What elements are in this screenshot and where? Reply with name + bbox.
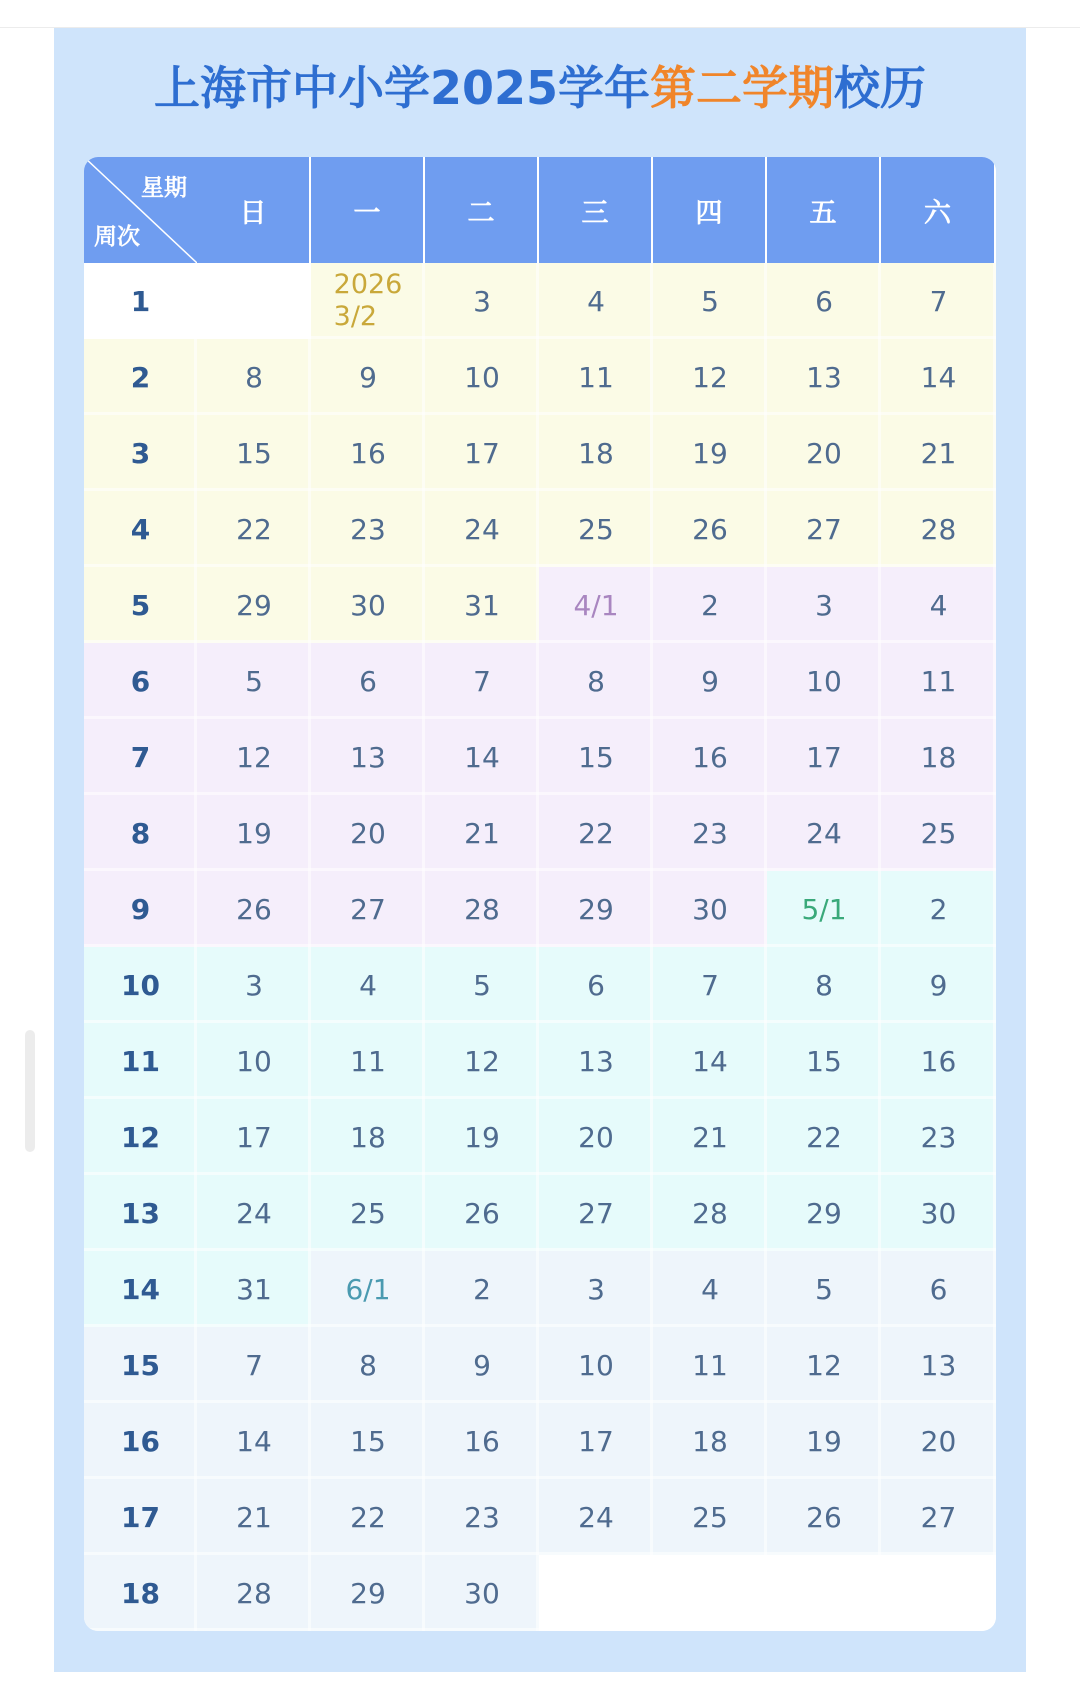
week-number: 9 — [84, 871, 197, 947]
day-cell: 30 — [881, 1175, 996, 1251]
week-number: 3 — [84, 415, 197, 491]
day-cell: 24 — [425, 491, 539, 567]
page-title — [0, 52, 1080, 118]
weekday-header: 二 — [425, 157, 537, 263]
day-cell: 6 — [539, 947, 653, 1023]
day-cell: 10 — [767, 643, 881, 719]
day-cell: 25 — [881, 795, 996, 871]
scrollbar[interactable] — [25, 1030, 35, 1152]
day-cell: 20 — [539, 1099, 653, 1175]
day-cell: 12 — [653, 339, 767, 415]
day-cell: 15 — [197, 415, 311, 491]
day-cell: 6/1 — [311, 1251, 425, 1327]
day-cell — [881, 1555, 996, 1631]
day-cell: 7 — [197, 1327, 311, 1403]
day-cell: 10 — [425, 339, 539, 415]
day-cell: 15 — [767, 1023, 881, 1099]
week-number: 7 — [84, 719, 197, 795]
day-cell: 12 — [425, 1023, 539, 1099]
day-cell: 14 — [425, 719, 539, 795]
title-highlight: 第二学期 — [650, 61, 835, 115]
day-cell: 22 — [311, 1479, 425, 1555]
day-cell: 19 — [653, 415, 767, 491]
day-cell: 5 — [767, 1251, 881, 1327]
day-cell: 21 — [653, 1099, 767, 1175]
title-prefix: 上海市中小学2025学年 — [153, 61, 651, 115]
day-cell: 24 — [197, 1175, 311, 1251]
day-cell: 28 — [425, 871, 539, 947]
day-cell: 25 — [539, 491, 653, 567]
day-cell: 18 — [653, 1403, 767, 1479]
day-cell: 27 — [881, 1479, 996, 1555]
day-cell: 11 — [539, 339, 653, 415]
top-bar — [0, 0, 1080, 28]
day-cell: 4/1 — [539, 567, 653, 643]
week-number: 11 — [84, 1023, 197, 1099]
day-cell: 7 — [425, 643, 539, 719]
day-cell: 4 — [881, 567, 996, 643]
day-cell: 24 — [539, 1479, 653, 1555]
day-cell: 27 — [767, 491, 881, 567]
day-cell: 28 — [653, 1175, 767, 1251]
day-cell: 12 — [767, 1327, 881, 1403]
day-cell: 6 — [881, 1251, 996, 1327]
day-cell: 25 — [653, 1479, 767, 1555]
day-cell: 3 — [197, 947, 311, 1023]
day-cell: 11 — [653, 1327, 767, 1403]
day-cell: 16 — [425, 1403, 539, 1479]
week-number: 5 — [84, 567, 197, 643]
day-cell: 2 — [425, 1251, 539, 1327]
day-cell: 4 — [653, 1251, 767, 1327]
day-cell: 20 — [311, 795, 425, 871]
day-cell: 14 — [197, 1403, 311, 1479]
day-cell: 8 — [539, 643, 653, 719]
day-cell: 25 — [311, 1175, 425, 1251]
day-cell: 23 — [311, 491, 425, 567]
corner-week-label: 周次 — [94, 224, 140, 250]
day-cell: 15 — [539, 719, 653, 795]
day-cell: 10 — [539, 1327, 653, 1403]
day-cell: 15 — [311, 1403, 425, 1479]
calendar-table — [84, 157, 996, 1631]
day-cell: 3 — [425, 263, 539, 339]
day-cell: 23 — [653, 795, 767, 871]
day-cell: 8 — [767, 947, 881, 1023]
day-cell — [767, 1555, 881, 1631]
day-cell: 2026 3/2 — [311, 263, 425, 339]
weekday-header: 四 — [653, 157, 765, 263]
day-cell: 11 — [311, 1023, 425, 1099]
day-cell: 19 — [425, 1099, 539, 1175]
day-cell: 27 — [539, 1175, 653, 1251]
day-cell: 20 — [767, 415, 881, 491]
day-cell: 3 — [539, 1251, 653, 1327]
day-cell: 17 — [197, 1099, 311, 1175]
day-cell: 18 — [311, 1099, 425, 1175]
day-cell: 9 — [881, 947, 996, 1023]
day-cell: 13 — [881, 1327, 996, 1403]
day-cell: 29 — [767, 1175, 881, 1251]
day-cell: 31 — [197, 1251, 311, 1327]
day-cell: 9 — [425, 1327, 539, 1403]
week-number: 14 — [84, 1251, 197, 1327]
day-cell: 17 — [425, 415, 539, 491]
day-cell: 30 — [425, 1555, 539, 1631]
week-number: 6 — [84, 643, 197, 719]
title-suffix: 校历 — [834, 61, 927, 115]
day-cell: 19 — [767, 1403, 881, 1479]
day-cell: 10 — [197, 1023, 311, 1099]
day-cell: 5/1 — [767, 871, 881, 947]
day-cell: 23 — [881, 1099, 996, 1175]
week-number: 10 — [84, 947, 197, 1023]
day-cell: 21 — [425, 795, 539, 871]
week-number: 4 — [84, 491, 197, 567]
weekday-header: 日 — [197, 157, 309, 263]
day-cell: 12 — [197, 719, 311, 795]
day-cell: 26 — [767, 1479, 881, 1555]
day-cell: 21 — [881, 415, 996, 491]
day-cell: 7 — [653, 947, 767, 1023]
header-corner — [84, 157, 197, 263]
day-cell: 16 — [311, 415, 425, 491]
day-cell: 5 — [653, 263, 767, 339]
day-cell: 19 — [197, 795, 311, 871]
day-cell: 6 — [767, 263, 881, 339]
day-cell: 8 — [311, 1327, 425, 1403]
day-cell: 28 — [197, 1555, 311, 1631]
week-number: 17 — [84, 1479, 197, 1555]
day-cell: 22 — [767, 1099, 881, 1175]
day-cell: 16 — [653, 719, 767, 795]
week-number: 12 — [84, 1099, 197, 1175]
day-cell: 18 — [881, 719, 996, 795]
day-cell: 27 — [311, 871, 425, 947]
day-cell: 5 — [197, 643, 311, 719]
weekday-header: 六 — [881, 157, 994, 263]
day-cell: 26 — [653, 491, 767, 567]
week-number: 16 — [84, 1403, 197, 1479]
day-cell: 28 — [881, 491, 996, 567]
day-cell: 30 — [653, 871, 767, 947]
day-cell: 17 — [767, 719, 881, 795]
day-cell: 29 — [539, 871, 653, 947]
day-cell: 13 — [311, 719, 425, 795]
day-cell: 2 — [881, 871, 996, 947]
weekday-header: 五 — [767, 157, 879, 263]
day-cell: 22 — [539, 795, 653, 871]
day-cell — [539, 1555, 653, 1631]
day-cell: 14 — [881, 339, 996, 415]
day-cell: 9 — [311, 339, 425, 415]
day-cell — [653, 1555, 767, 1631]
day-cell: 17 — [539, 1403, 653, 1479]
day-cell: 23 — [425, 1479, 539, 1555]
day-cell: 16 — [881, 1023, 996, 1099]
week-number: 2 — [84, 339, 197, 415]
day-cell: 9 — [653, 643, 767, 719]
day-cell: 20 — [881, 1403, 996, 1479]
day-cell: 30 — [311, 567, 425, 643]
day-cell: 24 — [767, 795, 881, 871]
day-cell: 31 — [425, 567, 539, 643]
day-cell: 21 — [197, 1479, 311, 1555]
weekday-header: 一 — [311, 157, 423, 263]
day-cell: 13 — [539, 1023, 653, 1099]
day-cell: 14 — [653, 1023, 767, 1099]
week-number: 1 — [84, 263, 197, 339]
day-cell: 22 — [197, 491, 311, 567]
day-cell: 4 — [539, 263, 653, 339]
weekday-header: 三 — [539, 157, 651, 263]
day-cell: 7 — [881, 263, 996, 339]
day-cell: 11 — [881, 643, 996, 719]
day-cell: 2 — [653, 567, 767, 643]
day-cell: 5 — [425, 947, 539, 1023]
day-cell: 8 — [197, 339, 311, 415]
corner-weekday-label: 星期 — [141, 175, 187, 201]
day-cell: 6 — [311, 643, 425, 719]
day-cell: 3 — [767, 567, 881, 643]
week-number: 18 — [84, 1555, 197, 1631]
day-cell: 4 — [311, 947, 425, 1023]
day-cell — [197, 263, 311, 339]
day-cell: 26 — [197, 871, 311, 947]
day-cell: 26 — [425, 1175, 539, 1251]
day-cell: 29 — [197, 567, 311, 643]
day-cell: 29 — [311, 1555, 425, 1631]
week-number: 8 — [84, 795, 197, 871]
day-cell: 18 — [539, 415, 653, 491]
week-number: 13 — [84, 1175, 197, 1251]
day-cell: 13 — [767, 339, 881, 415]
week-number: 15 — [84, 1327, 197, 1403]
